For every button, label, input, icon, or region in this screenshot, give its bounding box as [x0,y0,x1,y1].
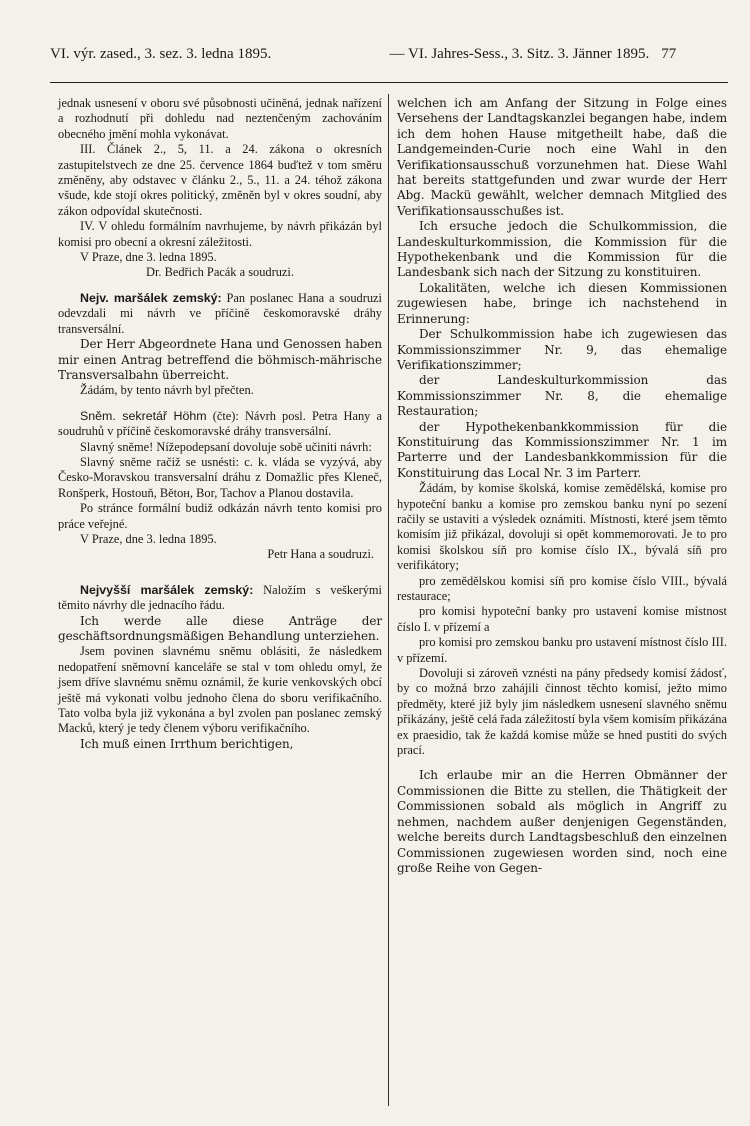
place-date: V Praze, dne 3. ledna 1895. [80,531,217,546]
paragraph: IV. V ohledu formálním navrhujeme, by návrh přikázán byl komisi pro obecní a okresní záležitosti. [58,219,382,249]
signature: Dr. Bedřich Pacák a soudruzi. [146,265,294,280]
german-paragraph: Ich muß einen Irrthum berichtigen, [80,736,294,751]
paragraph: pro komisi hypoteční banky pro ustavení komise místnost číslo I. v přízemí a [397,604,727,634]
german-paragraph: Der Herr Abgeordnete Hana und Genossen haben mir einen Antrag betreffend die böhmisch-mährische Transversalbahn überreicht. [58,337,382,382]
speech-paragraph [58,291,382,337]
paragraph: Žádám, by tento návrh byl přečten. [80,383,254,398]
page-header [50,46,728,63]
speaker-name: Nejv. maršálek zemský: [80,290,222,305]
signature: Petr Hana a soudruzi. [267,547,374,562]
german-paragraph: Lokalitäten, welche ich diesen Kommissionen zugewiesen habe, bringe ich nachstehend in Erinnerung: [397,280,727,326]
right-column [397,96,727,876]
speech-text: (čte): Návrh posl. Petra Hany a soudruhů v příčině českomoravské dráhy transversální. [58,408,382,439]
speech-paragraph [58,409,382,440]
german-paragraph: Ich werde alle diese Anträge der geschäftsordnungsmäßigen Behandlung unterziehen. [58,613,382,643]
page-number: 77 [661,46,677,62]
german-paragraph: der Landeskulturkommission das Kommissionszimmer Nr. 8, die ehemalige Restauration; [397,373,727,419]
paragraph: Po stránce formální budiž odkázán návrh tento komisi pro práce veřejné. [58,501,382,531]
paragraph: Žádám, by komise školská, komise zemědělská, komise pro hypoteční banku a komise pro zemskou banku nyní po sezení račily se ustaviti a výsledek oznámiti. Místnosti, které jsem těmto komisím již přikázal, dovoluji si opět kommemorovati. Je to pro komisi školskou síň pro komise číslo IX., bývalá síň pro verifikátory; [397,481,727,573]
paragraph: pro zemědělskou komisi síň pro komise číslo VIII., bývalá restaurace; [397,573,727,603]
speech-text: Naložím s veškerými těmito návrhy dle jednacího řádu. [58,582,382,613]
german-paragraph: der Hypothekenbankkommission für die Konstituirung das Kommissionszimmer Nr. 1 im Parterre und der Landesbankkommission für die Konstituirung das Local Nr. 3 im Parterr. [397,419,727,480]
german-paragraph: Ich erlaube mir an die Herren Obmänner der Commissionen die Bitte zu stellen, die Thätigkeit der Commissionen sobald als möglich in Angriff zu nehmen, nachdem außer denjenigen Gegenständen, welche bereits durch Landtagsbeschluß den einzelnen Commissionen zugewiesen worden sind, noch eine große Reihe von Gegen- [397,768,727,875]
column-divider [388,94,389,1106]
header-separator: — [389,46,405,62]
paragraph: III. Článek 2., 5, 11. a 24. zákona o okresních zastupitelstvech ze dne 25. července 1864 buďtež v tom směru změněny, aby odstavec v článku 2., 5., 11. a 24. téhož zákona všude, kde stojí okres politický, změněn byl v okres soudní, aby zákon odpovídal skutečnosti. [58,142,382,218]
speaker-name: Sněm. sekretář Höhm [80,408,207,423]
paragraph: Jsem povinen slavnému sněmu oblásiti, že následkem nedopatření sněmovní kanceláře se stal v tom ohledu omyl, že jsem dříve slavnému sněmu oznámil, že kurie venkovských obcí ještě má vykonati volbu jednoho člena do sboru verifikačního. Tato volba byla již vykonána a byl zvolen pan poslanec zemský Macků, který je tedy členem výboru verifikačního. [58,644,382,736]
german-paragraph: Der Schulkommission habe ich zugewiesen das Kommissionszimmer Nr. 9, das ehemalige Verifikationszimmer; [397,327,727,372]
paragraph: Dovoluji si zároveň vznésti na pány předsedy komisí žádosť, by co možná brzo zahájili činnost těchto komisí, ježto mimo předměty, které již byly jim následkem usnesení slavného sněmu přikázány, ještě celá řada záležitostí byla všem komisím přikázána ex praesidio, tak že každá komise může se hned pustiti do svých prací. [397,666,727,758]
speech-paragraph [58,583,382,614]
speaker-name: Nejvyšší maršálek zemský: [80,582,254,597]
header-german [408,46,728,63]
paragraph: jednak usnesení v oboru své působnosti učiněná, jednak nařízení a rozhodnutí při dohledu nad neztenčeným zachováním obecného jmění mohla vykonávat. [58,96,382,141]
german-paragraph: Ich ersuche jedoch die Schulkommission, die Landeskulturkommission, die Kommission für die Hypothekenbank und die Kommission für die Landesbank sich nach der Sitzung zu konstituiren. [397,219,727,280]
german-paragraph: welchen ich am Anfang der Sitzung in Folge eines Versehens der Landtagskanzlei begangen habe, indem ich dem hohen Hause mitgetheilt habe, daß die Landgemeinden-Curie noch eine Wahl in den Verifikationsausschuß vorzunehmen hat. Diese Wahl hat bereits stattgefunden und zwar wurde der Herr Abg. Mackü gewählt, welcher demnach Mitglied des Verifikationsausschußes ist. [397,96,727,218]
left-column [58,96,382,752]
header-rule [50,82,728,83]
speech-text: Pan poslanec Hana a soudruzi odevzdali mi návrh ve příčině českomoravské dráhy transversální. [58,290,382,336]
header-german-text: VI. Jahres-Sess., 3. Sitz. 3. Jänner 1895. [408,46,650,62]
paragraph: Slavný sněme! Nížepodepsaní dovolujе sobě učiniti návrh: [80,439,372,454]
place-date: V Praze, dne 3. ledna 1895. [80,250,217,265]
header-czech: VI. výr. zased., 3. sez. 3. ledna 1895. [50,46,272,62]
paragraph: Slavný sněme račiž se usnésti: c. k. vláda se vyzývá, aby Česko-Moravskou transversalní dráhu z Domažlic přes Klenеč, Ronšperk, Hostouň, Bětoн, Bor, Tachov a Planou dostavila. [58,454,382,500]
paragraph: pro komisi pro zemskou banku pro ustavení místnost číslo III. v přízemí. [397,635,727,665]
